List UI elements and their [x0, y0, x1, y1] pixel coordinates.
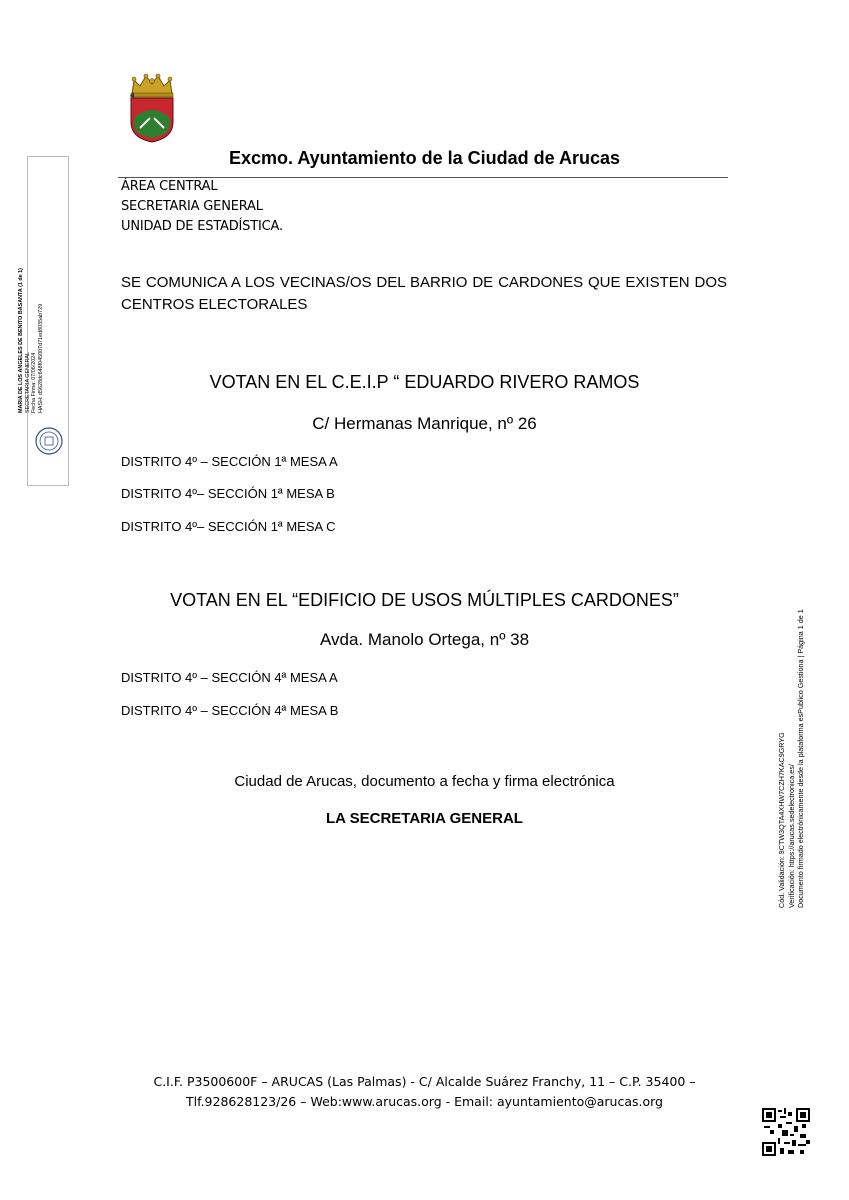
signature-info [18, 163, 58, 413]
closing-line: Ciudad de Arucas, documento a fecha y firma electrónica [234, 773, 615, 790]
signer-title: LA SECRETARIA GENERAL [326, 810, 523, 827]
mesa-item: DISTRITO 4º – SECCIÓN 1ª MESA A [121, 454, 338, 469]
footer-line: C.I.F. P3500600F – ARUCAS (Las Palmas) - C/ Alcalde Suárez Franchy, 11 – C.P. 35400 – [153, 1074, 696, 1089]
validation-code: Cód. Validación: 9CTW3QTA4XHW7CZH7KAC9GRYG [777, 732, 786, 908]
section-address: Avda. Manolo Ortega, nº 38 [319, 630, 530, 649]
platform-note: Documento firmado electrónicamente desde la plataforma esPublico Gestiona | Página 1 de 1 [796, 609, 805, 908]
verification-strip [777, 609, 815, 908]
signer-name: MARÍA DE LOS ÁNGELES DE BENITO BASANTA (1 de 1) [18, 268, 24, 413]
verification-url: Verificación: https://arucas.sedelectronica.es/ [786, 764, 796, 908]
mesa-item: DISTRITO 4º – SECCIÓN 4ª MESA B [121, 703, 339, 718]
notice-paragraph: SE COMUNICA A LOS VECINAS/OS DEL BARRIO DE CARDONES QUE EXISTEN DOS CENTROS ELECTORALES [121, 274, 727, 313]
dept-line-area: ÁREA CENTRAL [121, 179, 218, 194]
sign-date: Fecha Firma: 07/06/2024 [31, 352, 38, 413]
section-address: C/ Hermanas Manrique, nº 26 [312, 414, 537, 433]
mesa-item: DISTRITO 4º– SECCIÓN 1ª MESA C [121, 519, 336, 534]
mesa-item: DISTRITO 4º– SECCIÓN 1ª MESA B [121, 486, 335, 501]
coat-of-arms-icon [126, 72, 178, 144]
mesa-item: DISTRITO 4º – SECCIÓN 4ª MESA A [121, 670, 338, 685]
section-title: VOTAN EN EL “EDIFICIO DE USOS MÚLTIPLES CARDONES” [170, 590, 679, 610]
municipality-title: Excmo. Ayuntamiento de la Ciudad de Arucas [228, 148, 621, 168]
page-title [0, 148, 849, 169]
header-divider [118, 177, 728, 178]
footer [0, 1072, 849, 1112]
qr-code-icon[interactable] [762, 1108, 810, 1156]
section-title: VOTAN EN EL C.E.I.P “ EDUARDO RIVERO RAMOS [209, 372, 640, 392]
sign-hash: HASH: d5628dc648f045007d71ed8035ab729 [37, 303, 44, 413]
footer-line: Tlf.928628123/26 – Web:www.arucas.org - Email: ayuntamiento@arucas.org [185, 1094, 663, 1109]
dept-line-secretaria: SECRETARIA GENERAL [121, 199, 263, 214]
signer-role: SECRETARIA GENERAL [24, 351, 31, 413]
dept-line-unidad: UNIDAD DE ESTADÍSTICA. [121, 219, 283, 234]
official-seal-icon [34, 426, 64, 456]
